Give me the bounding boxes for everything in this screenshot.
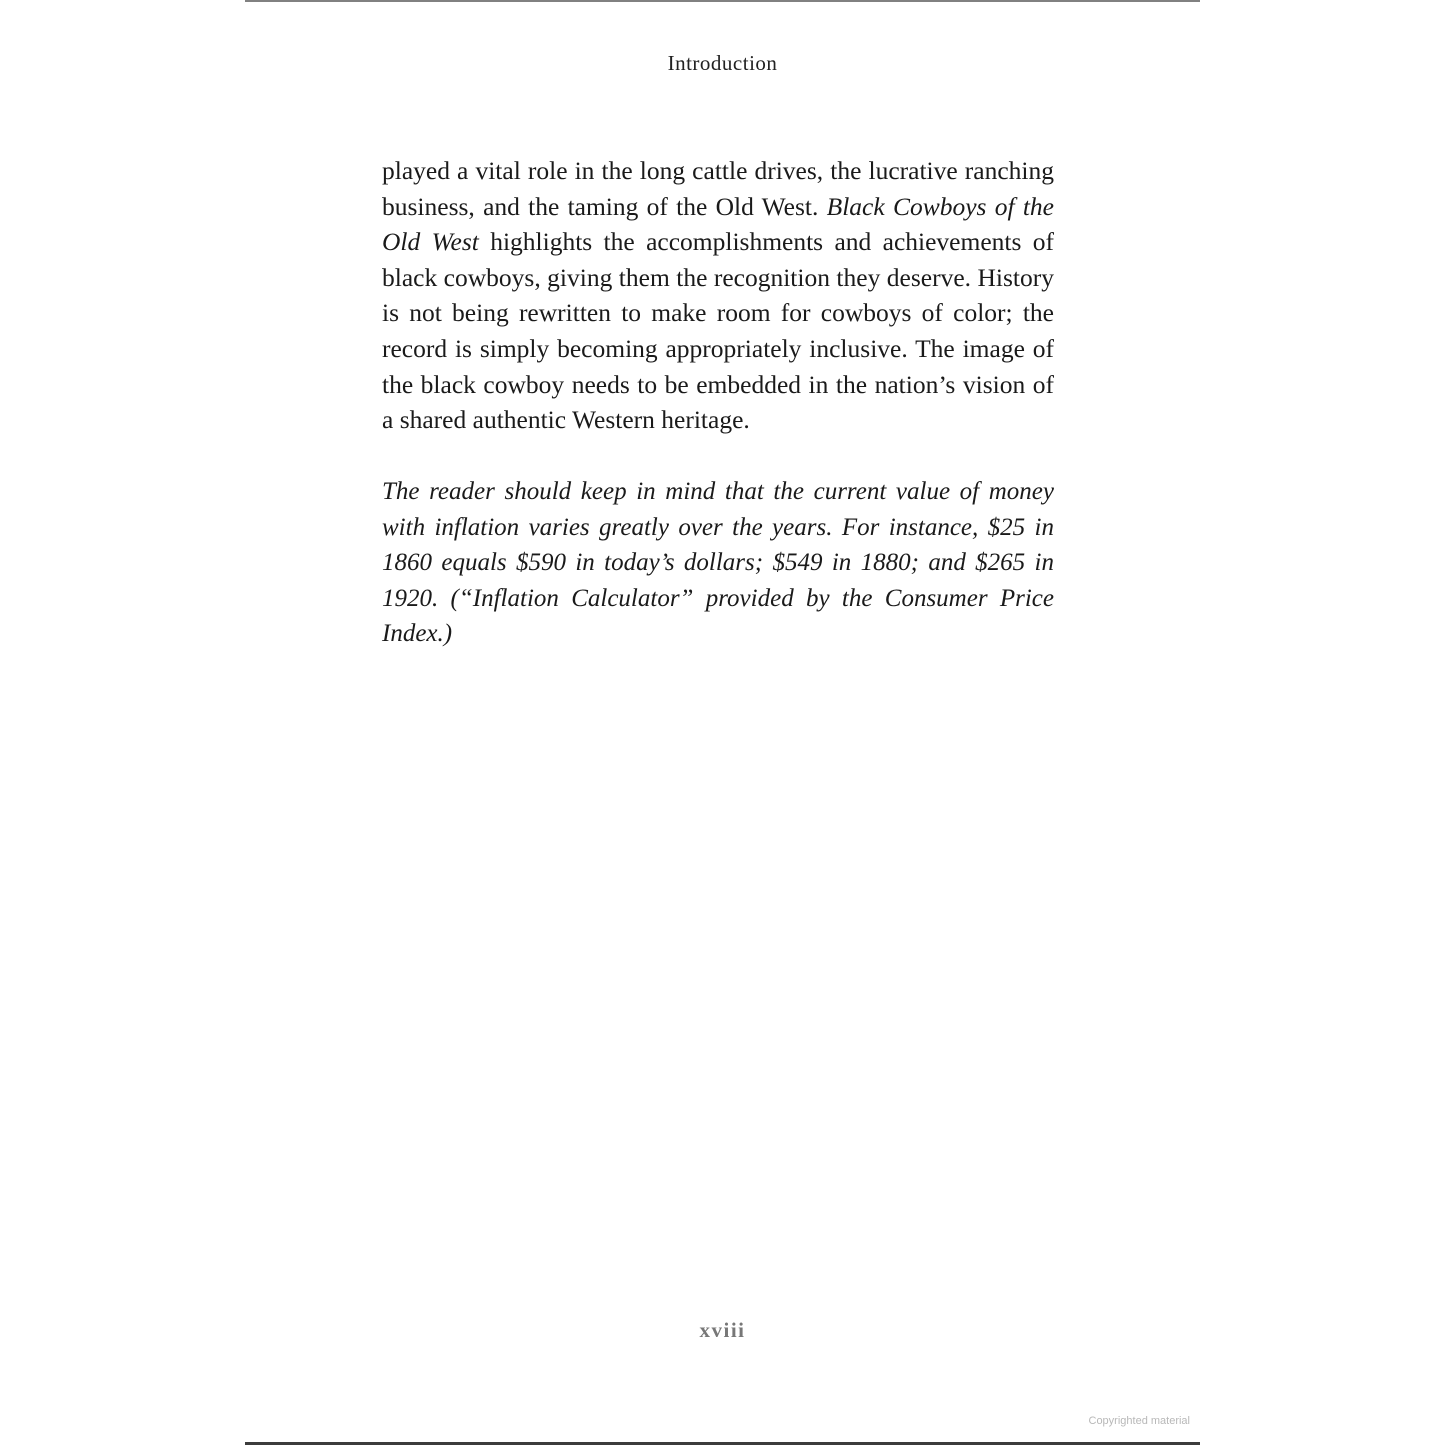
page-number: xviii xyxy=(699,1318,746,1342)
running-head: Introduction xyxy=(667,51,778,75)
book-title: Black Cowboys of the Old West xyxy=(382,191,1054,257)
body-paragraph xyxy=(382,153,1054,438)
inflation-note: The reader should keep in mind that the current value of money with inflation varies greatly over the years. For instance, $25 in 1860 equals $590 in today’s dollars; $549 in 1880; and $265 in 1920. (“Inflation Calculator” provided by the Consumer Price Index.) xyxy=(382,478,1054,647)
body-paragraph-rest: highlights the accomplishments and achievements of black cowboys, giving them the recognition they deserve. History is not being rewritten to make room for cowboys of color; the record is simply becoming appropriately inclusive. The image of the black cowboy needs to be embedded in the nation’s vision of a shared authentic Western heritage. xyxy=(382,227,1054,435)
body-paragraph-lead: played a vital role in the long cattle drives, the lucrative ranching business, and the taming of the Old West. xyxy=(382,156,1054,221)
copyright-watermark: Copyrighted material xyxy=(1088,1415,1190,1427)
page-top-edge xyxy=(245,0,1200,2)
